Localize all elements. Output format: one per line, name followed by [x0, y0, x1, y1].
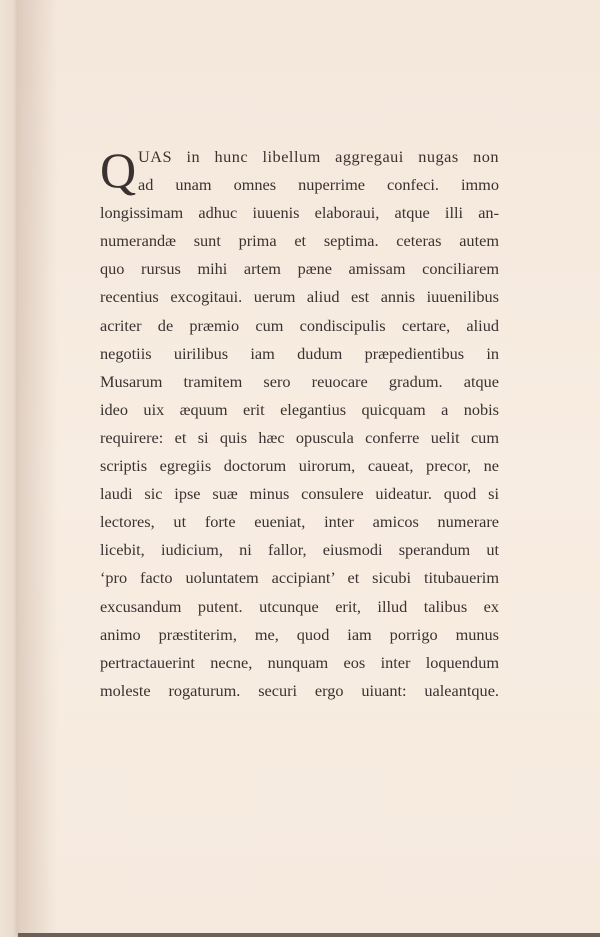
text-line-20: moleste rogaturum. securi ergo uiuant: ualeantque.: [100, 680, 499, 700]
text-line-5: quo rursus mihi artem pæne amissam conciliarem: [100, 259, 499, 279]
text-line-8: negotiis uirilibus iam dudum præpedientibus in: [100, 343, 499, 363]
text-line-9: Musarum tramitem sero reuocare gradum. atque: [100, 371, 499, 391]
text-line-1: UAS in hunc libellum aggregaui nugas non: [138, 147, 499, 166]
text-line-10: ideo uix æquum erit elegantius quicquam a nobis: [100, 399, 499, 419]
drop-cap: Q: [100, 142, 137, 198]
preface-text: [100, 143, 499, 705]
text-line-11: requirere: et si quis hæc opuscula conferre uelit cum: [100, 427, 499, 447]
text-line-18: animo præstiterim, me, quod iam porrigo munus: [100, 624, 499, 644]
text-line-2: ad unam omnes nuperrime confeci. immo: [138, 175, 499, 195]
text-line-16: ‘pro facto uoluntatem accipiant’ et sicubi titubauerim: [100, 568, 499, 588]
text-line-6: recentius excogitaui. uerum aliud est annis iuuenilibus: [100, 287, 499, 307]
text-line-7: acriter de præmio cum condiscipulis certare, aliud: [100, 315, 499, 335]
text-line-17: excusandum putent. utcunque erit, illud talibus ex: [100, 596, 499, 616]
gutter-shadow: [18, 0, 58, 937]
text-line-15: licebit, iudicium, ni fallor, eiusmodi sperandum ut: [100, 540, 499, 560]
text-line-4: numerandæ sunt prima et septima. ceteras autem: [100, 231, 499, 251]
text-line-3: longissimam adhuc iuuenis elaboraui, atque illi an-: [100, 203, 499, 223]
text-line-12: scriptis egregiis doctorum uirorum, caueat, precor, ne: [100, 456, 499, 476]
page-bottom-edge: [18, 933, 600, 937]
text-line-13: laudi sic ipse suæ minus consulere uideatur. quod si: [100, 484, 499, 504]
book-gutter: [0, 0, 18, 937]
text-line-19: pertractauerint necne, nunquam eos inter loquendum: [100, 652, 499, 672]
text-line-14: lectores, ut forte eueniat, inter amicos numerare: [100, 512, 499, 532]
